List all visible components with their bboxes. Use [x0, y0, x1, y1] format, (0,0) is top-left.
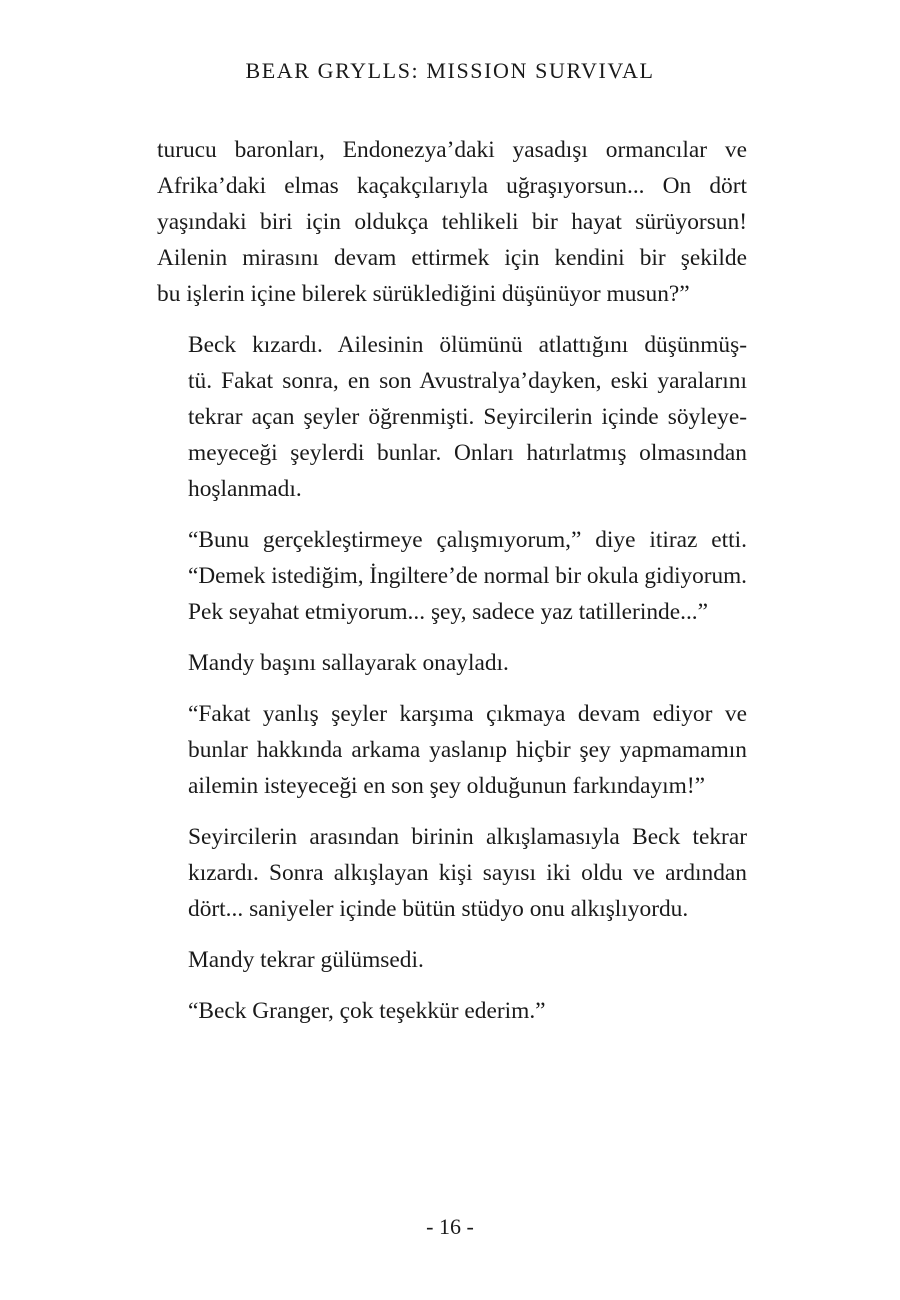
- text-line: Mandy başını sallayarak onayladı.: [188, 650, 509, 676]
- text-line: “Beck Granger, çok teşekkür ederim.”: [188, 998, 546, 1024]
- text-line: turucu baronları, Endonezya’daki yasadışı ormancılar ve: [157, 137, 747, 163]
- text-line: Pek seyahat etmiyorum... şey, sadece yaz tatillerinde...”: [188, 599, 709, 625]
- text-line: Seyircilerin arasından birinin alkışlamasıyla Beck tekrar: [188, 824, 747, 850]
- text-line: “Bunu gerçekleştirmeye çalışmıyorum,” diye itiraz etti.: [188, 527, 747, 553]
- paragraph: [157, 942, 747, 978]
- text-line: bunlar hakkında arkama yaslanıp hiçbir şey yapmamamın: [188, 737, 747, 763]
- text-line: tekrar açan şeyler öğrenmişti. Seyircilerin içinde söyleye-: [188, 404, 747, 430]
- paragraph: [157, 522, 747, 630]
- text-line: “Fakat yanlış şeyler karşıma çıkmaya devam ediyor ve: [188, 701, 747, 727]
- text-line: Ailenin mirasını devam ettirmek için kendini bir şekilde: [157, 245, 747, 271]
- running-head: BEAR GRYLLS: MISSION SURVIVAL: [245, 58, 655, 83]
- paragraph: [157, 327, 747, 507]
- text-line: ailemin isteyeceği en son şey olduğunun farkındayım!”: [188, 773, 706, 799]
- paragraph: [157, 819, 747, 927]
- text-line: Mandy tekrar gülümsedi.: [188, 947, 424, 973]
- text-line: meyeceği şeylerdi bunlar. Onları hatırlatmış olmasından: [188, 440, 747, 466]
- text-line: Beck kızardı. Ailesinin ölümünü atlattığını düşünmüş-: [188, 332, 747, 358]
- text-line: Afrika’daki elmas kaçakçılarıyla uğraşıyorsun... On dört: [157, 173, 747, 199]
- text-line: kızardı. Sonra alkışlayan kişi sayısı iki oldu ve ardından: [188, 860, 747, 886]
- text-line: “Demek istediğim, İngiltere’de normal bir okula gidiyorum.: [188, 563, 747, 589]
- text-line: dört... saniyeler içinde bütün stüdyo onu alkışlıyordu.: [188, 896, 689, 922]
- paragraph: [157, 696, 747, 804]
- body-text: [157, 132, 747, 1044]
- text-line: bu işlerin içine bilerek sürüklediğini düşünüyor musun?”: [157, 281, 690, 307]
- paragraph: [157, 132, 747, 312]
- text-line: yaşındaki biri için oldukça tehlikeli bir hayat sürüyorsun!: [157, 209, 747, 235]
- paragraph: [157, 645, 747, 681]
- page-number: - 16 -: [426, 1214, 474, 1239]
- paragraph: [157, 993, 747, 1029]
- text-line: tü. Fakat sonra, en son Avustralya’dayken, eski yaralarını: [188, 368, 747, 394]
- text-line: hoşlanmadı.: [188, 476, 302, 502]
